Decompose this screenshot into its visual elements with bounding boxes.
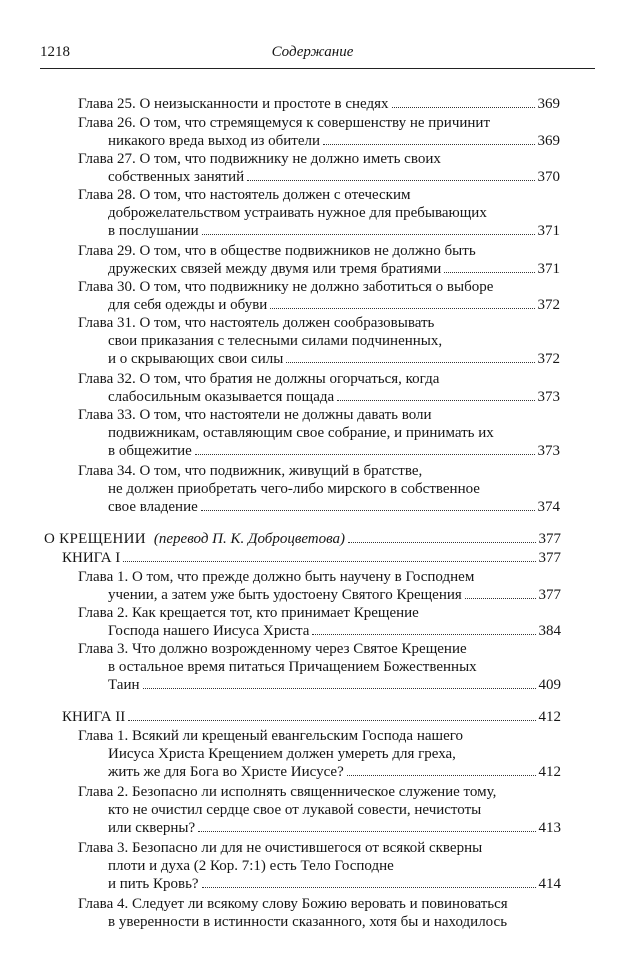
toc-page-number: 413 [538,820,561,836]
leader-dots [312,624,535,635]
toc-entry [78,278,560,314]
toc-line-text: в послушании [108,223,199,239]
leader-dots [202,877,536,888]
toc-page-number: 374 [537,499,560,515]
toc-line-text: Глава 3. Безопасно ли для не очистившегося от всякой скверны [78,840,483,856]
toc-line [78,242,560,260]
toc-entry [78,640,561,694]
toc-entry [78,114,560,150]
toc-line-text: Глава 25. О неизысканности и простоте в снедях [78,96,389,112]
toc-page-number: 372 [537,297,560,313]
toc-line [78,480,560,498]
toc-entry [78,314,560,368]
toc-line-text: доброжелательством устраивать нужное для пребывающих [108,205,487,221]
leader-dots [347,765,536,776]
leader-dots [128,710,535,721]
toc-line [78,857,561,875]
leader-dots [270,298,534,309]
toc-page-number: 377 [538,550,561,566]
toc-line-text: Глава 26. О том, что стремящемуся к совершенству не причинит [78,115,491,131]
toc-page-number: 409 [538,677,561,693]
toc-page-number: 377 [538,587,561,603]
leader-dots [202,224,535,235]
toc-line [78,168,560,186]
toc-line [78,640,561,658]
toc-line-text: никакого вреда выход из обители [108,133,321,149]
toc-line-text: Глава 33. О том, что настоятели не должны давать воли [78,407,432,423]
toc-page-number: 371 [537,261,560,277]
section-subtitle: (перевод П. К. Доброцветова) [153,531,346,547]
toc-line [78,350,560,368]
toc-line-text: свои приказания с телесными силами подчиненных, [108,333,443,349]
toc-line [78,622,561,640]
toc-page-number: 414 [538,876,561,892]
toc-line-text: КНИГА II [62,709,126,725]
toc-entry [78,604,561,640]
toc-line-text: или скверны? [108,820,196,836]
toc-line [78,763,561,781]
toc-line [78,260,560,278]
toc-line-text: плоти и духа (2 Кор. 7:1) есть Тело Господне [108,858,394,874]
toc-line-text: слабосильным оказывается пощада [108,389,335,405]
toc-entry [78,895,561,931]
toc-entry [78,568,561,604]
toc-line [78,658,561,676]
toc-line [78,819,561,837]
toc-line-text: Глава 30. О том, что подвижнику не должно заботиться о выборе [78,279,494,295]
leader-dots [392,97,535,108]
leader-dots [323,134,534,145]
toc-line-text: Глава 34. О том, что подвижник, живущий в братстве, [78,463,423,479]
toc-line [62,708,561,726]
toc-entry [78,727,561,781]
toc-entry [78,95,560,113]
leader-dots [247,170,534,181]
toc-page-number: 370 [537,169,560,185]
toc-line-text: Глава 32. О том, что братия не должны огорчаться, когда [78,371,440,387]
toc-line-text: подвижникам, оставляющим свое собрание, и принимать их [108,425,494,441]
toc-line-text: дружеских связей между двумя или тремя братиями [108,261,442,277]
toc-page-number: 412 [538,709,561,725]
toc-line [78,278,560,296]
toc-line [78,114,560,132]
toc-line-text: и пить Кровь? [108,876,199,892]
toc-line [78,586,561,604]
toc-line-text: Глава 31. О том, что настоятель должен сообразовывать [78,315,435,331]
toc-line [78,676,561,694]
header-rule [40,68,595,69]
running-title: Содержание [271,44,354,60]
toc-line [78,95,560,113]
toc-entry [78,406,560,460]
toc-page-number: 372 [537,351,560,367]
toc-line [78,186,560,204]
toc-line-text: жить же для Бога во Христе Иисусе? [108,764,344,780]
leader-dots [286,352,534,363]
toc-line-text: Глава 1. О том, что прежде должно быть научену в Господнем [78,569,475,585]
toc-line-text: и о скрывающих свои силы [108,351,284,367]
toc-line-text: Глава 2. Как крещается тот, кто принимает Крещение [78,605,419,621]
toc-page-number: 412 [538,764,561,780]
toc-page-number: 371 [537,223,560,239]
toc-line-text: Глава 1. Всякий ли крещеный евангельским Господа нашего [78,728,464,744]
toc-line-text: Иисуса Христа Крещением должен умереть для греха, [108,746,456,762]
toc-line [78,568,561,586]
toc-line-text: учении, а затем уже быть удостоену Святого Крещения [108,587,462,603]
toc-line [78,913,561,931]
leader-dots [348,532,535,543]
leader-dots [143,678,536,689]
toc-line [78,895,561,913]
leader-dots [198,821,535,832]
toc-line [78,314,560,332]
toc-line-text: Глава 28. О том, что настоятель должен с отеческим [78,187,411,203]
toc-line [78,370,560,388]
leader-dots [465,588,536,599]
toc-entry [78,839,561,893]
toc-line [78,783,561,801]
leader-dots [123,551,535,562]
section-title: О КРЕЩЕНИИ [44,531,146,547]
toc-line [78,406,560,424]
leader-dots [201,500,535,511]
toc-line [78,424,560,442]
toc-line-text: Глава 3. Что должно возрожденному через Святое Крещение [78,641,467,657]
toc-entry [78,783,561,837]
toc-line-text: Глава 2. Безопасно ли исполнять священническое служение тому, [78,784,497,800]
toc-line-text: в уверенности в истинности сказанного, хотя бы и находилось [108,914,508,930]
toc-entry [78,150,560,186]
toc-line [78,388,560,406]
toc-line [78,132,560,150]
toc-line [78,204,560,222]
toc-line [78,839,561,857]
toc-line-text: КНИГА I [62,550,121,566]
toc-page-number: 369 [537,133,560,149]
toc-line [78,332,560,350]
toc-line-text: Глава 4. Следует ли всякому слову Божию веровать и повиноваться [78,896,508,912]
toc-line-text: свое владение [108,499,198,515]
toc-page-number: 369 [537,96,560,112]
toc-line [78,222,560,240]
toc-page-number: 377 [538,531,561,547]
leader-dots [337,390,534,401]
toc-entry [62,708,561,726]
toc-line [78,498,560,516]
toc-entry [78,370,560,406]
toc-entry [62,549,561,567]
toc-line-text: собственных занятий [108,169,245,185]
page-header [0,44,625,66]
toc-line [78,462,560,480]
toc-line [78,296,560,314]
toc-line [62,549,561,567]
toc-line-text: Глава 27. О том, что подвижнику не должно иметь своих [78,151,441,167]
toc-entry [78,462,560,516]
leader-dots [444,262,534,273]
toc-line-text: кто не очистил сердце свое от лукавой совести, нечистоты [108,802,482,818]
page-number: 1218 [40,44,70,60]
toc-line-text: для себя одежды и обуви [108,297,268,313]
toc-line-text: в остальное время питаться Причащением Божественных [108,659,477,675]
toc-line-text: в общежитие [108,443,192,459]
toc-entry [78,242,560,278]
toc-line [44,530,561,548]
toc-line-text: Господа нашего Иисуса Христа [108,623,310,639]
toc-page-number: 373 [537,443,560,459]
leader-dots [195,444,535,455]
toc-section-title [44,530,561,548]
toc-page-number: 384 [538,623,561,639]
toc-line [78,801,561,819]
toc-line [78,604,561,622]
toc-page-number: 373 [537,389,560,405]
toc-line [78,727,561,745]
toc-line [78,745,561,763]
toc-line-text: Таин [108,677,140,693]
toc-line-text: не должен приобретать чего-либо мирского в собственное [108,481,480,497]
toc-line [78,150,560,168]
toc-entry [78,186,560,240]
toc-line [78,442,560,460]
toc-line-text: Глава 29. О том, что в обществе подвижников не должно быть [78,243,476,259]
toc-line [78,875,561,893]
